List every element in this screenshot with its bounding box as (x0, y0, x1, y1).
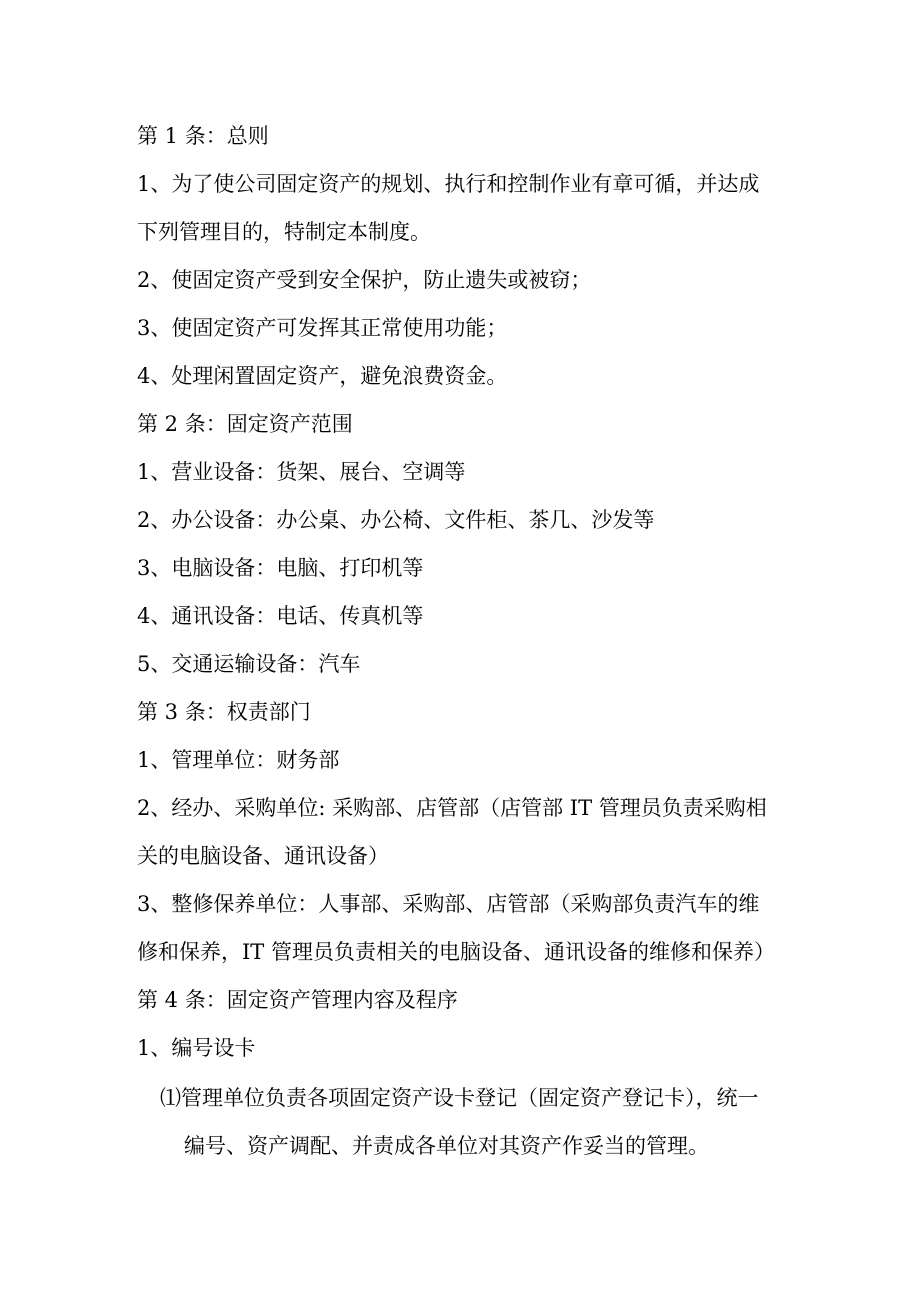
article-1-item-1: 1、为了使公司固定资产的规划、执行和控制作业有章可循，并达成 (137, 172, 760, 196)
article-1-item-1-cont: 下列管理目的，特制定本制度。 (137, 220, 431, 244)
article-3-item-3: 3、整修保养单位：人事部、采购部、店管部（采购部负责汽车的维 (137, 892, 760, 916)
article-2-item-4: 4、通讯设备：电话、传真机等 (137, 604, 424, 628)
article-2-item-1: 1、营业设备：货架、展台、空调等 (137, 460, 466, 484)
article-2-item-2: 2、办公设备：办公桌、办公椅、文件柜、茶几、沙发等 (137, 508, 655, 532)
article-4-item-1: 1、编号设卡 (137, 1036, 256, 1060)
article-4-subitem-1-cont: 编号、资产调配、并责成各单位对其资产作妥当的管理。 (184, 1134, 709, 1158)
article-1-item-2: 2、使固定资产受到安全保护，防止遗失或被窃； (137, 268, 592, 292)
article-3-item-3-cont: 修和保养，IT 管理员负责相关的电脑设备、通讯设备的维修和保养） (137, 940, 775, 964)
article-3-item-2-cont: 关的电脑设备、通讯设备） (137, 844, 389, 868)
article-2-item-3: 3、电脑设备：电脑、打印机等 (137, 556, 424, 580)
article-4-heading: 第 4 条：固定资产管理内容及程序 (137, 988, 458, 1012)
article-3-item-2: 2、经办、采购单位: 采购部、店管部（店管部 IT 管理员负责采购相 (137, 796, 767, 820)
article-3-heading: 第 3 条：权责部门 (137, 700, 311, 724)
article-1-item-4: 4、处理闲置固定资产，避免浪费资金。 (137, 364, 508, 388)
article-1-heading: 第 1 条：总则 (137, 124, 269, 148)
article-1-item-3: 3、使固定资产可发挥其正常使用功能； (137, 316, 508, 340)
article-2-heading: 第 2 条：固定资产范围 (137, 412, 353, 436)
article-2-item-5: 5、交通运输设备：汽车 (137, 652, 361, 676)
article-3-item-1: 1、管理单位：财务部 (137, 748, 340, 772)
article-4-subitem-1: ⑴管理单位负责各项固定资产设卡登记（固定资产登记卡），统一 (160, 1086, 759, 1110)
